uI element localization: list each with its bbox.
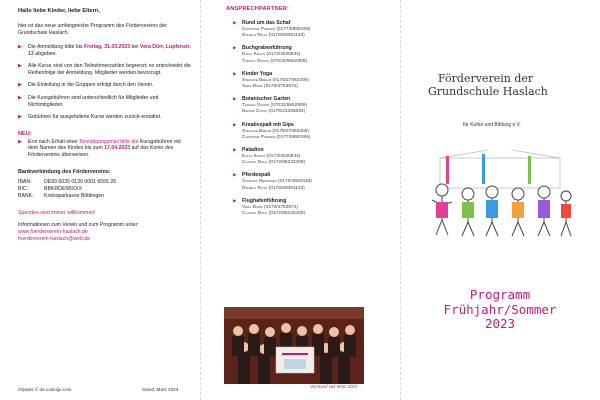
bank-value: DE93 6035 0130 0001 6555 26 xyxy=(44,178,117,185)
bank-label: BANK: xyxy=(18,192,34,199)
bullet-neu xyxy=(18,139,192,159)
program-line-3: 2023 xyxy=(484,316,516,331)
registration-date: Freitag, 31.03.2023 xyxy=(83,44,131,50)
contact-line: Claudia Dold (0172/95233409) xyxy=(242,160,306,166)
contact-line: Vera Dürr (0170/4753974) xyxy=(242,84,298,90)
program-title xyxy=(420,288,580,332)
program-line-2: Frühjahr/Sommer xyxy=(443,301,557,317)
contact-section xyxy=(242,147,394,166)
contact-line: Claudia Dold (0172/95233409) xyxy=(242,211,306,217)
contact-section xyxy=(242,198,394,217)
contact-line: Katja Kraus (0173/3020834) xyxy=(242,154,301,160)
section-title: ▶ Flughafenführung xyxy=(242,197,287,204)
bank-row-bic xyxy=(18,186,192,193)
neu-heading: NEU: xyxy=(18,130,32,137)
bullet-limits: ▶ Alle Kurse sind von den Teilnehmerzahlen begrenzt; es entscheidet die Reihenfolge der Anmeldung. Mitglieder werden bevorzugt. xyxy=(18,63,192,76)
kids-drawing-icon xyxy=(420,150,580,245)
info-text: Informationen zum Verein und zum Programm unter: xyxy=(18,221,139,228)
website-link[interactable]: www.foerderverein-haslach.de xyxy=(18,228,88,235)
intro-text: hier ist das neue umfangreiche Programm des Fördervereins der Grundschule Haslach. xyxy=(18,23,167,36)
bank-value: BBKRDE6BXXX xyxy=(44,185,83,192)
contact-line: Daniela Roth (0176/80081133) xyxy=(242,185,305,191)
bank-label: IBAN: xyxy=(18,178,32,185)
neu-post: auf das Konto des Fördervereins überweisen. xyxy=(28,145,174,158)
bullet-registration-mid: bei xyxy=(130,44,140,50)
bullet-groups: ▶ Die Einteilung in die Gruppen erfolgt durch den Verein. xyxy=(18,82,192,89)
neu-highlight-mail: Bestätigungsmail bitte die xyxy=(79,138,139,145)
bank-row-iban xyxy=(18,179,192,186)
greeting: Hallo liebe Kinder, liebe Eltern, xyxy=(18,8,100,14)
board-photo-image xyxy=(224,307,364,384)
contact-line: Vera Dürr (0170/4753974) xyxy=(242,204,298,210)
neu-highlight-date: 17.04.2023 xyxy=(104,145,131,152)
kids-illustration xyxy=(420,150,580,245)
bullet-fees: ▶ Die Kursgebühren sind unterschiedlich für Mitglieder und Nichtmitglieder. xyxy=(18,95,192,108)
bank-label: BIC: xyxy=(18,185,29,192)
section-title: ▶ Botanischer Garten xyxy=(242,96,291,103)
contact-line: Stefanie Brehm (0176/27062205) xyxy=(242,77,309,83)
donation-note: Spenden sind immer willkommen! xyxy=(18,209,96,216)
section-title: ▶ Rund um das Schaf xyxy=(242,20,291,26)
contact-section xyxy=(242,20,394,39)
contact-line: Stefanie Brehm (0176/27062205) xyxy=(242,128,309,134)
section-title: ▶ Paladion xyxy=(242,147,264,154)
photo-caption: Vorstand seit März 2023 xyxy=(310,384,358,389)
contact-line: Katja Kraus (0173/3020834) xyxy=(242,52,301,58)
contact-line: Christine Pfeiner (0177/5990199) xyxy=(242,27,311,32)
section-title: ▶ Pferdespaß xyxy=(242,172,271,179)
contact-section xyxy=(242,45,394,64)
section-title: ▶ Kreativspaß mit Gips xyxy=(242,121,294,128)
contact-line: Tamara Gross (07032/6952809) xyxy=(242,103,308,109)
bank-value: Kreissparkasse Böblingen xyxy=(44,192,104,199)
middle-panel xyxy=(200,0,400,400)
cliparts-credit: Cliparts © de.cooloijo.com xyxy=(18,387,72,392)
contact-section xyxy=(242,71,394,90)
bullet-refund: ▶ Gebühren für ausgefallene Kurse werden zurück-erstattet. xyxy=(18,114,192,121)
contacts-heading: ANSPRECHPARTNER: xyxy=(226,6,290,12)
contact-section xyxy=(242,122,394,141)
stand-date: Stand: März 2023 xyxy=(142,387,179,392)
bank-row-bank xyxy=(18,193,192,200)
neu-pre: Erst nach Erhalt einer xyxy=(28,138,80,145)
logo-line-1: Förderverein der xyxy=(438,72,534,85)
board-photo xyxy=(224,307,364,384)
logo-title xyxy=(428,72,588,98)
logo-subtitle: für Kultur und Bildung e.V. xyxy=(463,122,521,128)
contact-section xyxy=(242,172,394,191)
contact-line: Nadine Costa (0176/24335094) xyxy=(242,109,306,115)
email-link[interactable]: foerderverein-haslach@web.de xyxy=(18,235,91,242)
fold-line-right xyxy=(400,0,401,400)
contact-line: Tamara Gross (07032/6952809) xyxy=(242,58,308,64)
registration-person: Vera Dürr, Lupfenstr. 13 xyxy=(28,44,191,57)
section-title: ▶ Kinder Yoga xyxy=(242,70,273,77)
contact-section xyxy=(242,96,394,115)
left-panel xyxy=(0,0,200,400)
bullet-registration-post: abgeben. xyxy=(33,50,57,57)
bullet-registration xyxy=(18,44,192,57)
section-title: ▶ Buchgrabenführung xyxy=(242,45,292,52)
bank-heading: Bankverbindung des Fördervereins: xyxy=(18,168,111,175)
neu-mid: Kursgebühren mit dem Namen des Kindes bis zum xyxy=(28,138,181,152)
contact-line: Vanessa Heininger (0170/4963429) xyxy=(242,179,312,185)
program-line-1: Programm xyxy=(469,287,531,302)
bullet-registration-pre: Die Anmeldung bitte bis xyxy=(28,44,84,50)
contact-line: Daniela Roth (0176/80081133) xyxy=(242,33,305,39)
contact-line: Christine Pfeiner (0177/5990199) xyxy=(242,134,311,140)
logo-line-2: Grundschule Haslach xyxy=(428,85,548,98)
